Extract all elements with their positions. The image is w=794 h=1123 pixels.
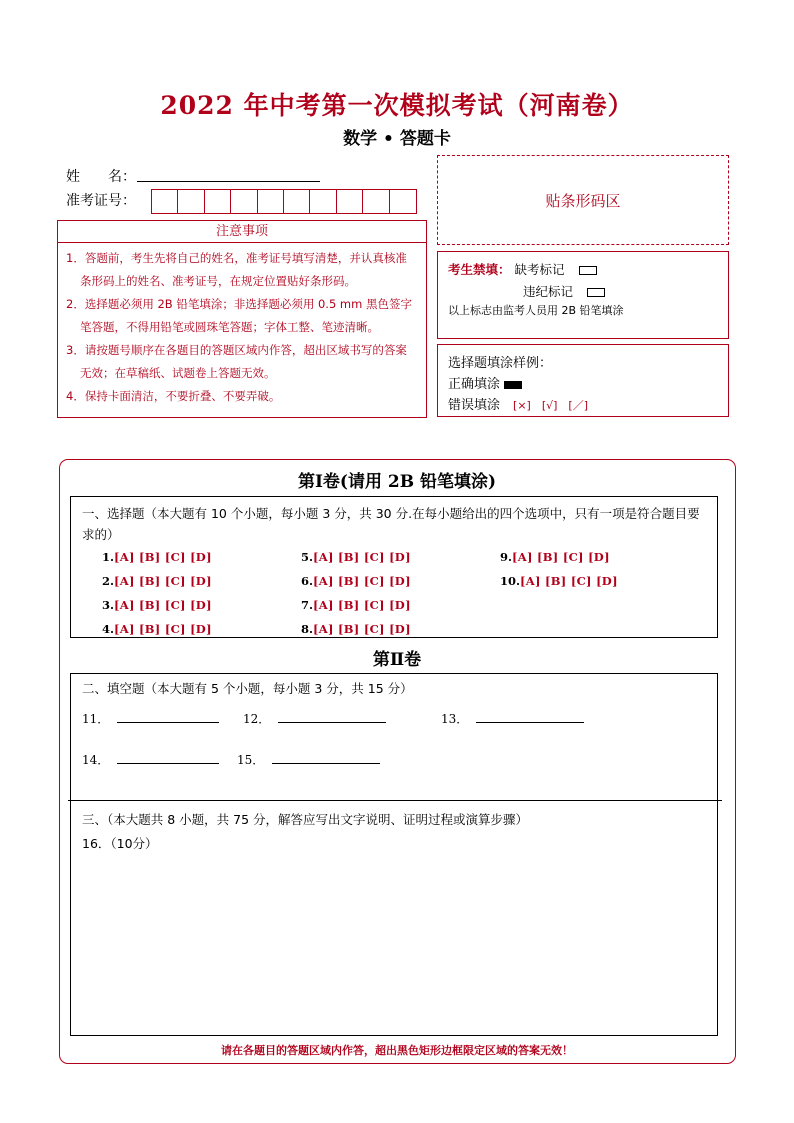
mc-question[interactable]: 8.[A] [B] [C] [D]	[301, 622, 411, 636]
page-title: 2022 年中考第一次模拟考试（河南卷）	[160, 91, 634, 120]
correct-fill-label: 正确填涂	[448, 377, 501, 392]
name-field[interactable]	[137, 181, 320, 182]
exam-id-box[interactable]	[152, 190, 178, 213]
question-16-answer-area[interactable]	[79, 854, 709, 1029]
blank-11[interactable]: 11．	[82, 710, 219, 727]
exam-id-box[interactable]	[337, 190, 363, 213]
mc-question[interactable]: 3.[A] [B] [C] [D]	[102, 598, 212, 612]
fill-sample-box	[437, 344, 729, 417]
exam-id-box[interactable]	[363, 190, 389, 213]
multiple-choice-section	[70, 496, 718, 638]
forbidden-label: 考生禁填：	[448, 262, 511, 277]
absent-label: 缺考标记	[514, 262, 565, 277]
notes-heading: 注意事项	[57, 220, 427, 243]
exam-id-box[interactable]	[231, 190, 257, 213]
exam-id-box[interactable]	[390, 190, 416, 213]
section-divider	[68, 800, 722, 801]
exam-id-boxes[interactable]	[151, 189, 417, 214]
note-item: 3．请按题号顺序在各题目的答题区域内作答，超出区域书写的答案无效；在草稿纸、试题卷上答题无效。	[66, 343, 407, 380]
mc-question[interactable]: 9.[A] [B] [C] [D]	[500, 550, 610, 564]
fill-sample-heading: 选择题填涂样例：	[448, 356, 553, 371]
violation-mark-box[interactable]	[587, 288, 605, 297]
mc-question[interactable]: 7.[A] [B] [C] [D]	[301, 598, 411, 612]
mc-question[interactable]: 2.[A] [B] [C] [D]	[102, 574, 212, 588]
exam-id-box[interactable]	[205, 190, 231, 213]
question-16-label: 16．（10分）	[82, 836, 158, 851]
filled-mark-sample	[504, 381, 522, 389]
wrong-fill-marks: [×] [√] [／]	[513, 399, 589, 412]
blank-12[interactable]: 12．	[243, 710, 386, 727]
barcode-label: 贴条形码区	[545, 191, 621, 210]
mc-question[interactable]: 10.[A] [B] [C] [D]	[500, 574, 618, 588]
blank-14[interactable]: 14．	[82, 751, 219, 768]
exam-id-label: 准考证号：	[66, 193, 136, 209]
proctor-only-box	[437, 251, 729, 339]
blank-13[interactable]: 13．	[441, 710, 584, 727]
mc-question[interactable]: 6.[A] [B] [C] [D]	[301, 574, 411, 588]
forbidden-note: 以上标志由监考人员用 2B 铅笔填涂	[448, 304, 624, 317]
footer-warning: 请在各题目的答题区域内作答，超出黑色矩形边框限定区域的答案无效！	[221, 1044, 573, 1057]
name-label: 姓 名：	[66, 169, 136, 185]
wrong-fill-label: 错误填涂	[448, 398, 501, 413]
solve-intro: 三、（本大题共 8 小题，共 75 分，解答应写出文字说明、证明过程或演算步骤）	[82, 812, 529, 827]
note-item: 4．保持卡面清洁，不要折叠、不要弄破。	[66, 389, 281, 403]
exam-id-box[interactable]	[258, 190, 284, 213]
barcode-area	[437, 155, 729, 245]
blank-15[interactable]: 15．	[237, 751, 380, 768]
free-response-section	[70, 673, 718, 1036]
fill-blank-intro: 二、填空题（本大题有 5 个小题，每小题 3 分，共 15 分）	[82, 681, 413, 696]
absent-mark-box[interactable]	[579, 266, 597, 275]
mc-question[interactable]: 4.[A] [B] [C] [D]	[102, 622, 212, 636]
exam-id-box[interactable]	[310, 190, 336, 213]
part2-title: 第Ⅱ卷	[372, 650, 422, 670]
violation-label: 违纪标记	[523, 284, 574, 299]
part1-title: 第Ⅰ卷(请用 2B 铅笔填涂)	[297, 472, 497, 492]
multiple-choice-intro: 一、选择题（本大题有 10 个小题，每小题 3 分，共 30 分.在每小题给出的四个选项中，只有一项是符合题目要求的）	[82, 506, 700, 542]
mc-question[interactable]: 1.[A] [B] [C] [D]	[102, 550, 212, 564]
mc-question[interactable]: 5.[A] [B] [C] [D]	[301, 550, 411, 564]
note-item: 1．答题前，考生先将自己的姓名，准考证号填写清楚，并认真核准条形码上的姓名、准考证号，在规定位置贴好条形码。	[66, 251, 407, 288]
notes-list	[57, 243, 427, 418]
exam-id-box[interactable]	[284, 190, 310, 213]
exam-id-box[interactable]	[178, 190, 204, 213]
page-subtitle: 数学 • 答题卡	[343, 129, 451, 149]
note-item: 2．选择题必须用 2B 铅笔填涂；非选择题必须用 0.5 mm 黑色签字笔答题，不得用铅笔或圆珠笔答题；字体工整、笔迹清晰。	[66, 297, 412, 334]
